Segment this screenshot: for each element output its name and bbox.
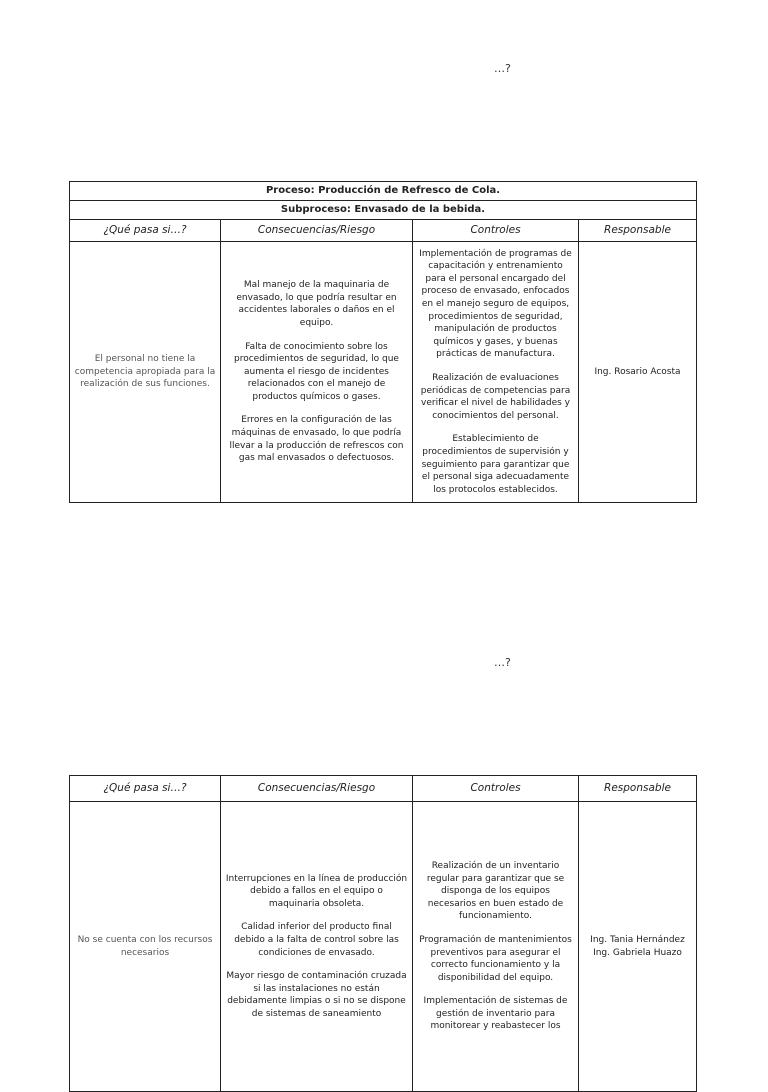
responsible-cell bbox=[579, 242, 697, 503]
table-row bbox=[70, 802, 697, 1092]
controls-cell bbox=[413, 242, 579, 503]
subprocess-title: Subproceso: Envasado de la bebida. bbox=[70, 201, 697, 220]
table-header-row bbox=[70, 220, 697, 242]
responsible-name: Ing. Tania Hernández bbox=[590, 934, 685, 945]
header-consequences: Consecuencias/Riesgo bbox=[221, 220, 413, 242]
header-responsible: Responsable bbox=[579, 220, 697, 242]
responsible-cell bbox=[579, 802, 697, 1092]
header-responsible: Responsable bbox=[579, 776, 697, 802]
table-row bbox=[70, 242, 697, 503]
subprocess-row bbox=[70, 201, 697, 220]
process-row bbox=[70, 182, 697, 201]
responsible-name: Ing. Gabriela Huazo bbox=[593, 947, 682, 958]
control-item: Establecimiento de procedimientos de supervisión y seguimiento para garantizar que el personal siga adecuadamente los protocolos establecidos. bbox=[421, 434, 570, 495]
control-item: Implementación de programas de capacitación y entrenamiento para el personal encargado del proceso de envasado, enfocados en el manejo seguro de equipos, procedimientos de seguridad, manipulación de productos químicos y gases, y buenas prácticas de manufactura. bbox=[419, 248, 572, 360]
risk-table-1 bbox=[69, 181, 697, 503]
control-item: Programación de mantenimientos preventivos para asegurar el correcto funcionamiento y la disponibilidad del equipo. bbox=[419, 934, 572, 983]
controls-cell bbox=[413, 802, 579, 1092]
consequences-cell bbox=[221, 242, 413, 503]
consequence-item: Errores en la configuración de las máquinas de envasado, lo que podría llevar a la producción de refrescos con gas mal envasados o defectuosos. bbox=[229, 415, 404, 464]
control-item: Realización de un inventario regular para garantizar que se disponga de los equipos necesarios en buen estado de funcionamiento. bbox=[426, 860, 565, 922]
header-what-if: ¿Qué pasa si…? bbox=[70, 220, 221, 242]
what-if-cell: El personal no tiene la competencia apropiada para la realización de sus funciones. bbox=[70, 242, 221, 503]
consequence-item: Mal manejo de la maquinaria de envasado, lo que podría resultar en accidentes laborales o daños en el equipo. bbox=[236, 280, 397, 328]
consequence-item: Calidad inferior del producto final debido a la falta de control sobre las condiciones de envasado. bbox=[234, 922, 399, 958]
consequences-cell bbox=[221, 802, 413, 1092]
header-controls: Controles bbox=[413, 220, 579, 242]
header-controls: Controles bbox=[413, 776, 579, 802]
header-what-if: ¿Qué pasa si…? bbox=[70, 776, 221, 802]
section-heading-1: …? bbox=[494, 62, 511, 75]
consequence-item: Falta de conocimiento sobre los procedimientos de seguridad, lo que aumenta el riesgo de incidentes relacionados con el manejo de productos químicos o gases. bbox=[234, 341, 399, 402]
what-if-cell: No se cuenta con los recursos necesarios bbox=[70, 802, 221, 1092]
control-item: Implementación de sistemas de gestión de inventario para monitorear y reabastecer los bbox=[423, 996, 568, 1032]
table-header-row bbox=[70, 776, 697, 802]
section-heading-2: …? bbox=[494, 656, 511, 669]
control-item: Realización de evaluaciones periódicas de competencias para verificar el nivel de habilidades y conocimientos del personal. bbox=[420, 373, 571, 421]
consequence-item: Interrupciones en la línea de producción debido a fallos en el equipo o maquinaria obsoleta. bbox=[225, 873, 408, 909]
responsible-name: Ing. Rosario Acosta bbox=[594, 366, 681, 377]
process-title: Proceso: Producción de Refresco de Cola. bbox=[70, 182, 697, 201]
consequence-item: Mayor riesgo de contaminación cruzada si las instalaciones no están debidamente limpias o si no se dispone de sistemas de saneamiento bbox=[226, 971, 407, 1019]
risk-table-2 bbox=[69, 775, 697, 1092]
header-consequences: Consecuencias/Riesgo bbox=[221, 776, 413, 802]
